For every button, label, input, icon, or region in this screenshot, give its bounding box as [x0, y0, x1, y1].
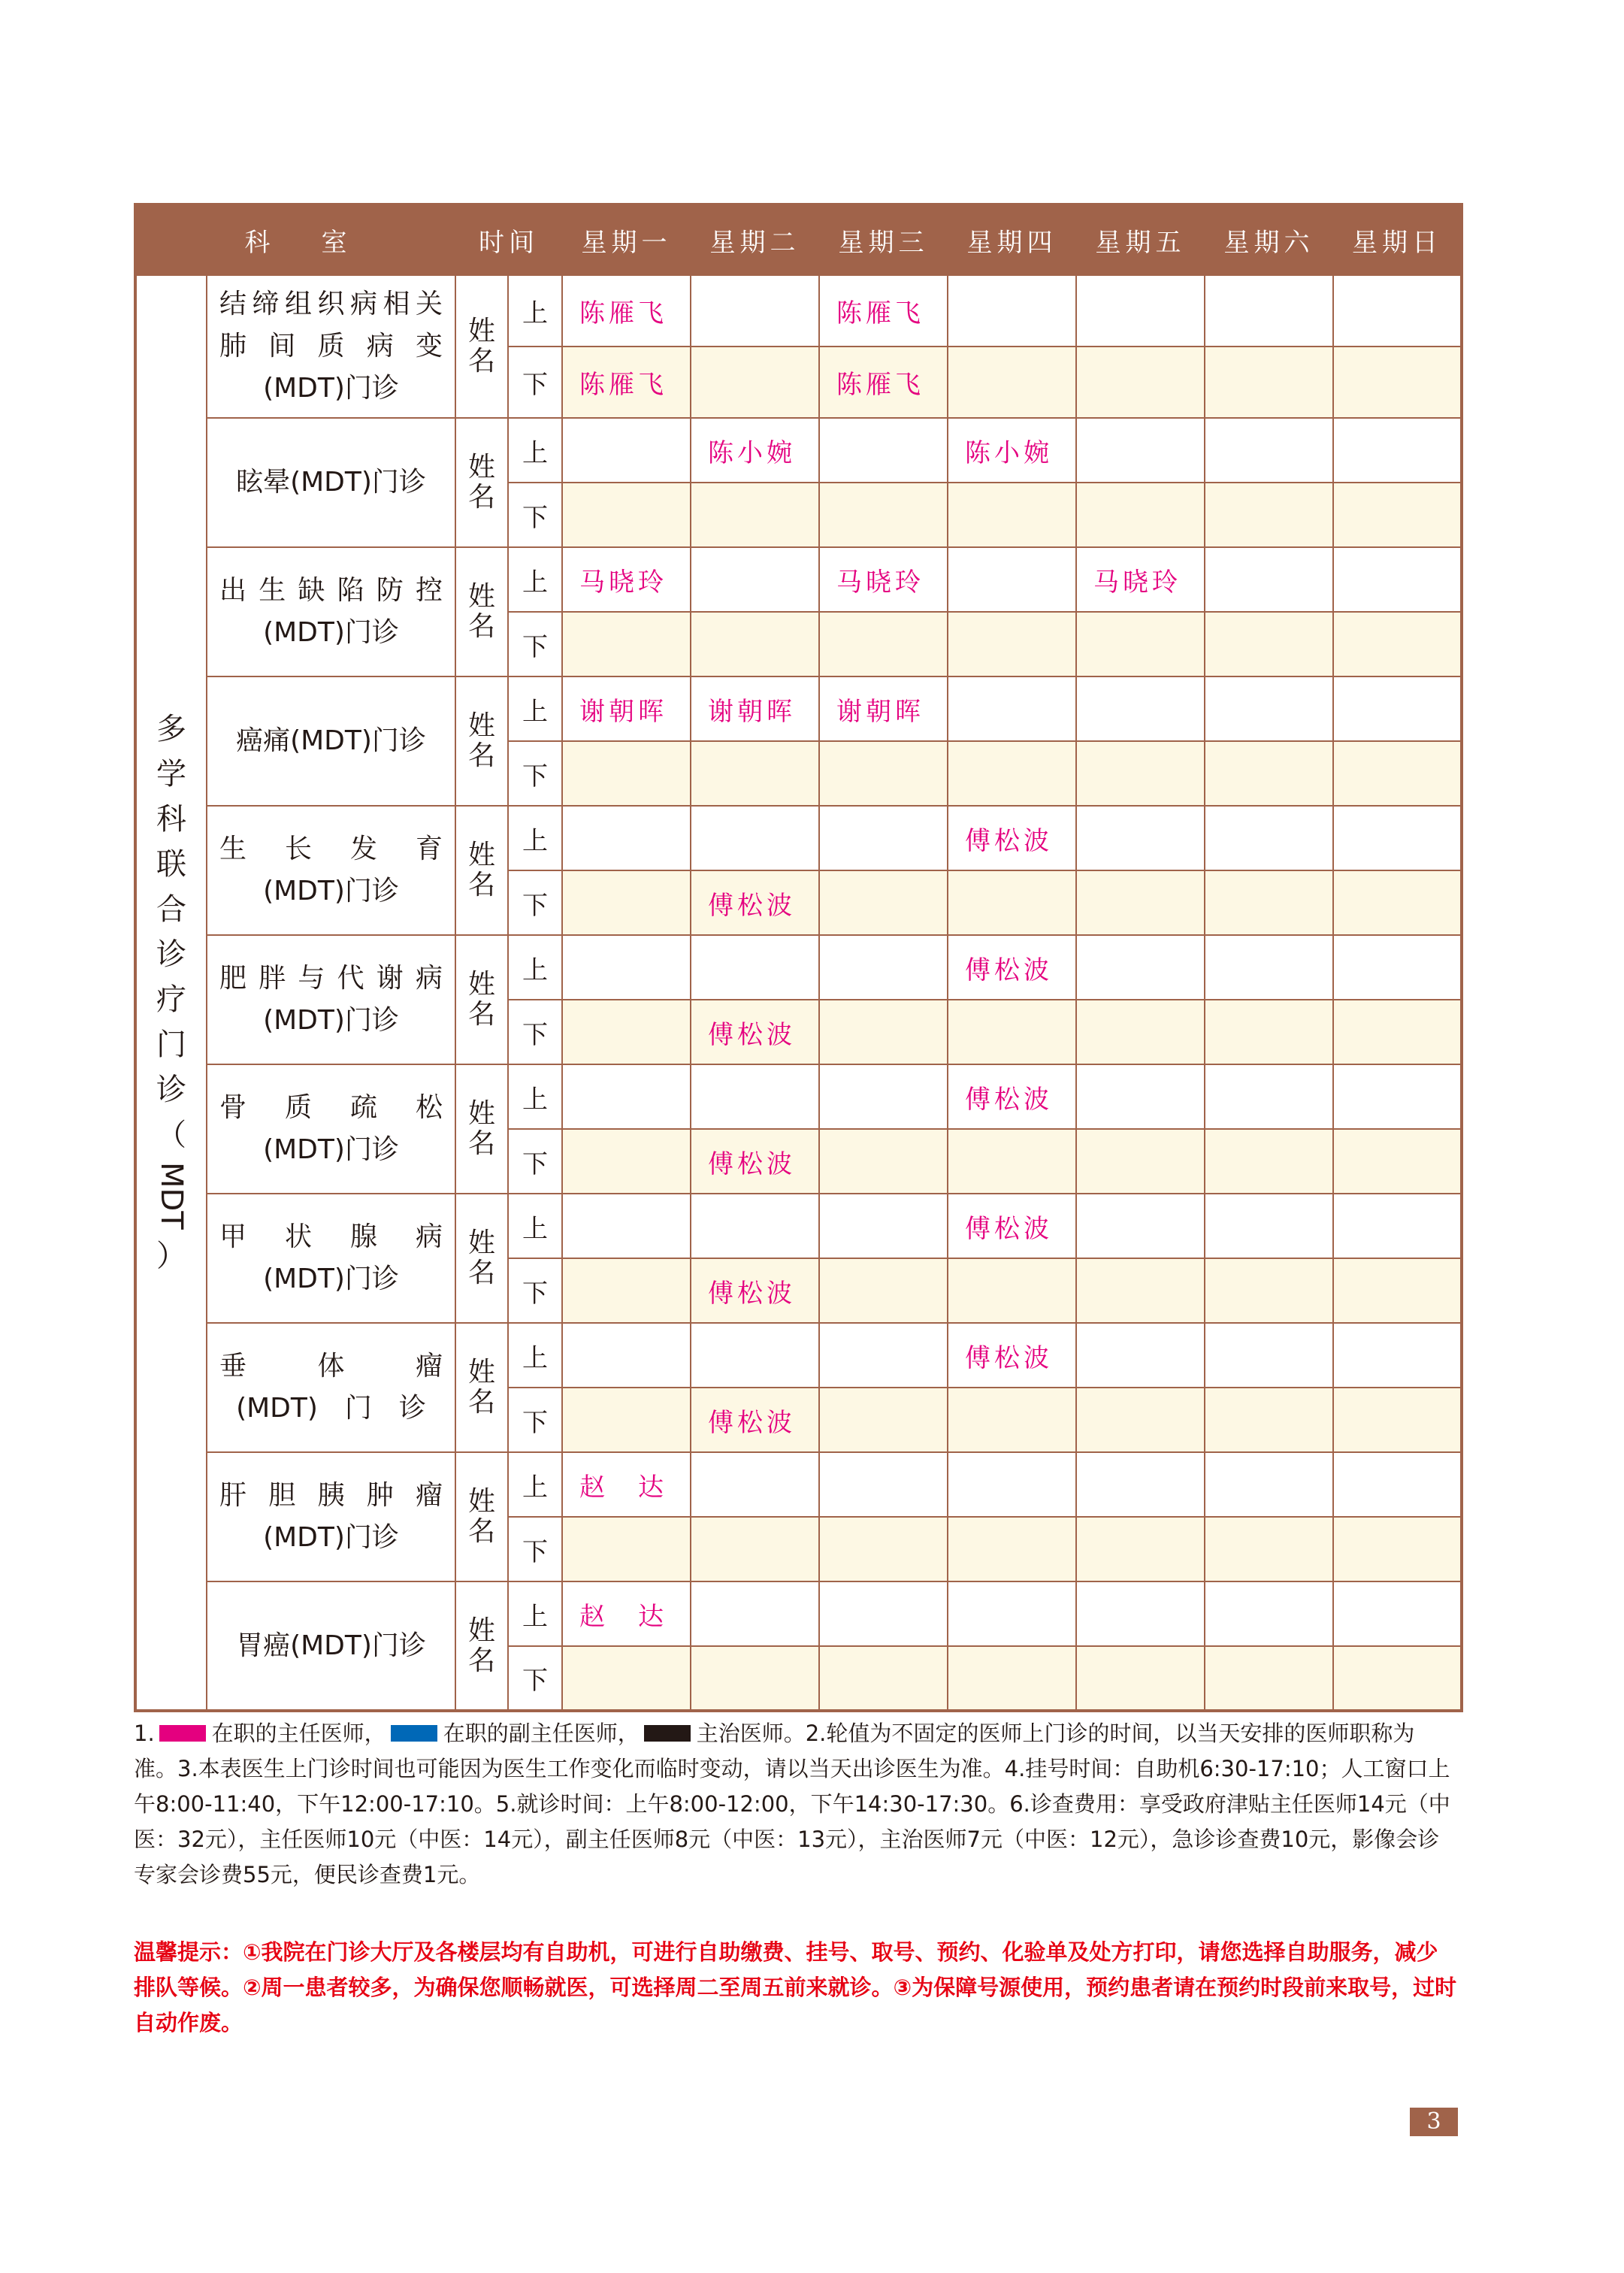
name-label-char: 姓: [467, 1098, 495, 1129]
schedule-cell: [1333, 870, 1462, 935]
schedule-cell: [1333, 275, 1462, 347]
schedule-cell: [948, 1129, 1076, 1194]
afternoon-label: 下: [508, 1258, 562, 1323]
schedule-cell: [1333, 1129, 1462, 1194]
schedule-cell: 马晓玲: [1076, 547, 1205, 612]
schedule-cell: [819, 1129, 948, 1194]
afternoon-label: 下: [508, 1000, 562, 1064]
schedule-cell: [1205, 1388, 1333, 1452]
schedule-cell: [819, 806, 948, 870]
name-label-char: 姓: [467, 581, 495, 612]
morning-label: 上: [508, 806, 562, 870]
schedule-cell: 傅松波: [691, 1129, 819, 1194]
afternoon-label: 下: [508, 1388, 562, 1452]
clinic-name-line: (MDT)门诊: [263, 876, 399, 906]
name-label-char: 名: [467, 870, 495, 900]
schedule-cell: [1333, 676, 1462, 741]
name-label-char: 姓: [467, 1615, 495, 1646]
schedule-cell: [948, 483, 1076, 547]
clinic-name-line: 垂 体 瘤: [219, 1351, 443, 1382]
schedule-cell: [948, 870, 1076, 935]
morning-label: 上: [508, 275, 562, 347]
schedule-cell: [1205, 935, 1333, 1000]
schedule-cell: [562, 1258, 691, 1323]
schedule-cell: [1076, 1129, 1205, 1194]
name-label-char: 名: [467, 482, 495, 513]
clinic-name: [207, 275, 455, 418]
afternoon-label: 下: [508, 1646, 562, 1711]
legend-swatch-attending: [644, 1725, 691, 1742]
name-label: [455, 1323, 508, 1452]
name-label: [455, 1194, 508, 1323]
clinic-name-line: 胃癌(MDT)门诊: [236, 1630, 426, 1661]
clinic-name-line: 骨 质 疏 松: [219, 1092, 443, 1123]
schedule-cell: [948, 275, 1076, 347]
clinic-name-line: 肥胖与代谢病: [219, 963, 443, 994]
name-label: [455, 418, 508, 547]
header-day: 星期四: [948, 204, 1076, 275]
morning-label: 上: [508, 418, 562, 483]
schedule-cell: [562, 483, 691, 547]
group-label-char: 多: [156, 711, 186, 746]
schedule-cell: [562, 1517, 691, 1581]
schedule-cell: [1205, 547, 1333, 612]
schedule-cell: [948, 1517, 1076, 1581]
clinic-name-line: (MDT)门诊: [263, 1522, 399, 1553]
schedule-cell: 陈小婉: [691, 418, 819, 483]
schedule-cell: [691, 1646, 819, 1711]
schedule-cell: [1076, 870, 1205, 935]
table-row: [135, 547, 1462, 612]
schedule-cell: [1205, 347, 1333, 418]
legend-chief: 在职的主任医师，: [211, 1721, 386, 1746]
schedule-cell: [1333, 612, 1462, 676]
schedule-cell: [1076, 612, 1205, 676]
name-label-char: 名: [467, 1387, 495, 1418]
group-label-char: （: [156, 1117, 186, 1152]
schedule-cell: 傅松波: [948, 1064, 1076, 1129]
group-label-char: 疗: [156, 982, 186, 1017]
table-row: [135, 275, 1462, 347]
group-label: [135, 275, 207, 1711]
table-row: [135, 935, 1462, 1000]
schedule-cell: [1205, 275, 1333, 347]
schedule-cell: [1333, 935, 1462, 1000]
clinic-name-line: (MDT)门诊: [263, 373, 399, 404]
schedule-table: [134, 203, 1463, 1712]
schedule-cell: [691, 547, 819, 612]
schedule-cell: 傅松波: [691, 870, 819, 935]
schedule-cell: [691, 483, 819, 547]
group-label-char: ）: [156, 1239, 186, 1274]
group-label-char: 门: [156, 1027, 186, 1062]
schedule-cell: [1205, 676, 1333, 741]
schedule-cell: [691, 1581, 819, 1646]
note-number: 1.: [134, 1721, 155, 1746]
legend-swatch-associate: [391, 1725, 437, 1742]
schedule-cell: [1333, 806, 1462, 870]
schedule-cell: 傅松波: [691, 1000, 819, 1064]
schedule-cell: [819, 1000, 948, 1064]
schedule-cell: [1076, 483, 1205, 547]
schedule-cell: [1076, 1064, 1205, 1129]
schedule-cell: [1333, 347, 1462, 418]
schedule-cell: [948, 676, 1076, 741]
clinic-name: [207, 935, 455, 1064]
schedule-cell: [819, 1452, 948, 1517]
schedule-cell: 傅松波: [948, 1194, 1076, 1258]
schedule-cell: [1333, 547, 1462, 612]
schedule-cell: [562, 418, 691, 483]
table-row: [135, 1323, 1462, 1388]
morning-label: 上: [508, 1581, 562, 1646]
schedule-cell: [1205, 612, 1333, 676]
header-dept: 科 室: [135, 204, 455, 275]
header-day: 星期日: [1333, 204, 1462, 275]
schedule-cell: 谢朝晖: [562, 676, 691, 741]
clinic-name: [207, 1064, 455, 1194]
header-day: 星期六: [1205, 204, 1333, 275]
afternoon-label: 下: [508, 612, 562, 676]
name-label-char: 名: [467, 1128, 495, 1159]
schedule-cell: [1333, 1258, 1462, 1323]
name-label-char: 名: [467, 1645, 495, 1676]
schedule-cell: [1333, 1581, 1462, 1646]
schedule-cell: [948, 1000, 1076, 1064]
clinic-name-line: 肺 间 质 病 变: [219, 331, 443, 362]
schedule-cell: [562, 741, 691, 806]
schedule-cell: [691, 275, 819, 347]
morning-label: 上: [508, 1194, 562, 1258]
schedule-cell: 马晓玲: [819, 547, 948, 612]
notes-text: 2.轮值为不固定的医师上门诊的时间，以当天安排的医师职称为准。3.本表医生上门诊时间也可能因为医生工作变化而临时变动，请以当天出诊医生为准。4.挂号时间：自助机6:30-17:10；人工窗口上午8:00-11:40，下午12:00-17:10。5.就诊时间：上午8:00-12:00，下午14:30-17:30。6.诊查费用：享受政府津贴主任医师14元（中医：32元），主任医师10元（中医：14元），副主任医师8元（中医：13元），主治医师7元（中医：12元），急诊诊查费10元，影像会诊专家会诊费55元，便民诊查费1元。: [134, 1721, 1450, 1887]
clinic-name: [207, 547, 455, 676]
schedule-cell: [1333, 1000, 1462, 1064]
schedule-cell: [691, 612, 819, 676]
schedule-cell: [691, 935, 819, 1000]
schedule-cell: [1076, 275, 1205, 347]
schedule-cell: [819, 1064, 948, 1129]
schedule-cell: [1076, 1581, 1205, 1646]
afternoon-label: 下: [508, 347, 562, 418]
schedule-cell: [948, 1452, 1076, 1517]
schedule-cell: [562, 1194, 691, 1258]
clinic-name: [207, 1194, 455, 1323]
schedule-cell: [691, 1452, 819, 1517]
clinic-name: [207, 1323, 455, 1452]
schedule-cell: 傅松波: [948, 1323, 1076, 1388]
schedule-cell: [691, 741, 819, 806]
schedule-cell: [948, 1388, 1076, 1452]
afternoon-label: 下: [508, 1129, 562, 1194]
header-row: [135, 204, 1462, 275]
schedule-cell: [1205, 1258, 1333, 1323]
table-row: [135, 1452, 1462, 1517]
name-label-char: 名: [467, 611, 495, 642]
clinic-name-line: (MDT)门诊: [263, 1134, 399, 1165]
group-label-char: 学: [156, 756, 186, 791]
header-time: 时间: [455, 204, 562, 275]
table-row: [135, 1194, 1462, 1258]
clinic-name-line: (MDT)门诊: [263, 617, 399, 648]
schedule-cell: [1205, 1194, 1333, 1258]
clinic-name: [207, 1452, 455, 1581]
schedule-cell: 傅松波: [948, 935, 1076, 1000]
schedule-cell: [819, 483, 948, 547]
table-row: [135, 1064, 1462, 1129]
schedule-cell: [1205, 418, 1333, 483]
schedule-cell: 谢朝晖: [819, 676, 948, 741]
clinic-name-line: (MDT)门诊: [263, 1005, 399, 1036]
morning-label: 上: [508, 1323, 562, 1388]
name-label-char: 名: [467, 1516, 495, 1547]
schedule-cell: [1076, 741, 1205, 806]
schedule-cell: 陈雁飞: [562, 275, 691, 347]
morning-label: 上: [508, 676, 562, 741]
schedule-cell: [1205, 1064, 1333, 1129]
name-label-char: 姓: [467, 452, 495, 483]
schedule-cell: 陈小婉: [948, 418, 1076, 483]
schedule-cell: [1333, 1388, 1462, 1452]
schedule-cell: 陈雁飞: [819, 347, 948, 418]
schedule-cell: [1076, 806, 1205, 870]
afternoon-label: 下: [508, 741, 562, 806]
schedule-cell: [1076, 347, 1205, 418]
schedule-cell: [1333, 1323, 1462, 1388]
schedule-cell: [948, 1646, 1076, 1711]
clinic-name-line: 结缔组织病相关: [219, 289, 443, 319]
schedule-cell: [1205, 1452, 1333, 1517]
table-row: [135, 1581, 1462, 1646]
schedule-cell: [1076, 1388, 1205, 1452]
name-label: [455, 935, 508, 1064]
name-label: [455, 275, 508, 418]
clinic-name-line: 生 长 发 育: [219, 834, 443, 864]
header-day: 星期三: [819, 204, 948, 275]
schedule-cell: [948, 612, 1076, 676]
schedule-cell: [948, 741, 1076, 806]
schedule-cell: [562, 1129, 691, 1194]
table-row: [135, 806, 1462, 870]
name-label-char: 姓: [467, 710, 495, 741]
schedule-cell: [819, 1517, 948, 1581]
legend-swatch-chief: [159, 1725, 206, 1742]
schedule-cell: [691, 1517, 819, 1581]
legend-associate: 在职的副主任医师，: [443, 1721, 640, 1746]
name-label-char: 名: [467, 346, 495, 377]
header-day: 星期二: [691, 204, 819, 275]
schedule-cell: [819, 741, 948, 806]
name-label-char: 姓: [467, 1357, 495, 1388]
schedule-cell: [1205, 806, 1333, 870]
schedule-cell: [562, 935, 691, 1000]
name-label-char: 名: [467, 740, 495, 771]
clinic-name-line: 肝胆胰肿瘤: [219, 1480, 443, 1511]
name-label: [455, 547, 508, 676]
schedule-cell: [1205, 1646, 1333, 1711]
table-row: [135, 676, 1462, 741]
name-label: [455, 806, 508, 935]
schedule-cell: [1205, 741, 1333, 806]
schedule-cell: [562, 1323, 691, 1388]
group-label-char: 联: [156, 846, 186, 882]
schedule-cell: [1333, 1452, 1462, 1517]
name-label: [455, 1581, 508, 1711]
schedule-cell: [1205, 870, 1333, 935]
schedule-cell: [819, 1194, 948, 1258]
schedule-cell: [819, 1323, 948, 1388]
clinic-name: [207, 1581, 455, 1711]
schedule-cell: 马晓玲: [562, 547, 691, 612]
morning-label: 上: [508, 1064, 562, 1129]
afternoon-label: 下: [508, 1517, 562, 1581]
name-label-char: 姓: [467, 316, 495, 347]
schedule-cell: [819, 1388, 948, 1452]
schedule-cell: [691, 1194, 819, 1258]
schedule-cell: 傅松波: [948, 806, 1076, 870]
schedule-cell: [1333, 1064, 1462, 1129]
schedule-cell: [1076, 1000, 1205, 1064]
afternoon-label: 下: [508, 483, 562, 547]
schedule-cell: [562, 1064, 691, 1129]
schedule-cell: [562, 1000, 691, 1064]
group-label-char: 合: [156, 891, 186, 927]
schedule-cell: [1205, 1000, 1333, 1064]
schedule-cell: [562, 870, 691, 935]
morning-label: 上: [508, 935, 562, 1000]
schedule-cell: [1333, 1646, 1462, 1711]
schedule-cell: [1205, 483, 1333, 547]
schedule-cell: [691, 1064, 819, 1129]
clinic-name: [207, 806, 455, 935]
clinic-name-line: (MDT) 门 诊: [236, 1393, 426, 1424]
schedule-cell: [1333, 741, 1462, 806]
name-label-char: 姓: [467, 969, 495, 1000]
clinic-name-line: 癌痛(MDT)门诊: [236, 725, 426, 756]
schedule-cell: [819, 612, 948, 676]
name-label: [455, 676, 508, 806]
clinic-name-line: 眩晕(MDT)门诊: [236, 467, 426, 498]
schedule-cell: [1333, 483, 1462, 547]
schedule-cell: [948, 1581, 1076, 1646]
schedule-cell: [562, 1388, 691, 1452]
warm-tip: 温馨提示：①我院在门诊大厅及各楼层均有自助机，可进行自助缴费、挂号、取号、预约、化验单及处方打印，请您选择自助服务，减少排队等候。②周一患者较多，为确保您顺畅就医，可选择周二至周五前来就诊。③为保障号源使用，预约患者请在预约时段前来取号，过时自动作废。: [134, 1939, 1457, 2035]
schedule-cell: [1076, 1258, 1205, 1323]
schedule-cell: 陈雁飞: [562, 347, 691, 418]
clinic-name-line: 甲 状 腺 病: [219, 1221, 443, 1252]
clinic-name-line: 出生缺陷防控: [219, 575, 443, 606]
afternoon-label: 下: [508, 870, 562, 935]
schedule-cell: 傅松波: [691, 1258, 819, 1323]
schedule-cell: [1333, 1517, 1462, 1581]
group-label-char: 诊: [156, 1072, 186, 1107]
header-day: 星期五: [1076, 204, 1205, 275]
schedule-cell: [1205, 1517, 1333, 1581]
group-label-char: MDT: [154, 1161, 189, 1230]
schedule-cell: [948, 1258, 1076, 1323]
schedule-cell: [562, 612, 691, 676]
schedule-cell: [1205, 1323, 1333, 1388]
schedule-cell: [1076, 1323, 1205, 1388]
name-label: [455, 1064, 508, 1194]
schedule-cell: [562, 806, 691, 870]
clinic-name: [207, 418, 455, 547]
clinic-name-line: (MDT)门诊: [263, 1264, 399, 1294]
schedule-cell: 傅松波: [691, 1388, 819, 1452]
schedule-cell: [1205, 1129, 1333, 1194]
schedule-cell: 赵 达: [562, 1581, 691, 1646]
schedule-cell: 赵 达: [562, 1452, 691, 1517]
schedule-cell: [819, 418, 948, 483]
name-label-char: 姓: [467, 1486, 495, 1517]
schedule-cell: [819, 935, 948, 1000]
schedule-cell: [819, 1646, 948, 1711]
schedule-cell: [1205, 1581, 1333, 1646]
morning-label: 上: [508, 547, 562, 612]
schedule-cell: [1076, 1452, 1205, 1517]
schedule-cell: [691, 1323, 819, 1388]
group-label-char: 诊: [156, 937, 186, 972]
schedule-cell: [1076, 1646, 1205, 1711]
notes: [134, 1716, 1458, 1893]
name-label-char: 姓: [467, 1227, 495, 1258]
schedule-cell: [819, 1258, 948, 1323]
name-label-char: 名: [467, 1258, 495, 1288]
schedule-cell: [948, 547, 1076, 612]
legend-attending: 主治医师。: [696, 1721, 806, 1746]
schedule-cell: [562, 1646, 691, 1711]
morning-label: 上: [508, 1452, 562, 1517]
header-day: 星期一: [562, 204, 691, 275]
schedule-cell: [948, 347, 1076, 418]
clinic-name: [207, 676, 455, 806]
schedule-cell: [1333, 418, 1462, 483]
schedule-cell: [1333, 1194, 1462, 1258]
group-label-char: 科: [156, 801, 186, 837]
schedule-cell: [1076, 1194, 1205, 1258]
schedule-cell: [1076, 935, 1205, 1000]
name-label: [455, 1452, 508, 1581]
schedule-cell: [1076, 1517, 1205, 1581]
schedule-cell: 谢朝晖: [691, 676, 819, 741]
schedule-cell: [691, 806, 819, 870]
schedule-cell: [819, 870, 948, 935]
table-row: [135, 418, 1462, 483]
schedule-cell: [819, 1581, 948, 1646]
schedule-cell: [1076, 418, 1205, 483]
schedule-cell: 陈雁飞: [819, 275, 948, 347]
schedule-cell: [1076, 676, 1205, 741]
schedule-cell: [691, 347, 819, 418]
name-label-char: 姓: [467, 840, 495, 870]
name-label-char: 名: [467, 999, 495, 1030]
page-number: 3: [1410, 2108, 1458, 2136]
